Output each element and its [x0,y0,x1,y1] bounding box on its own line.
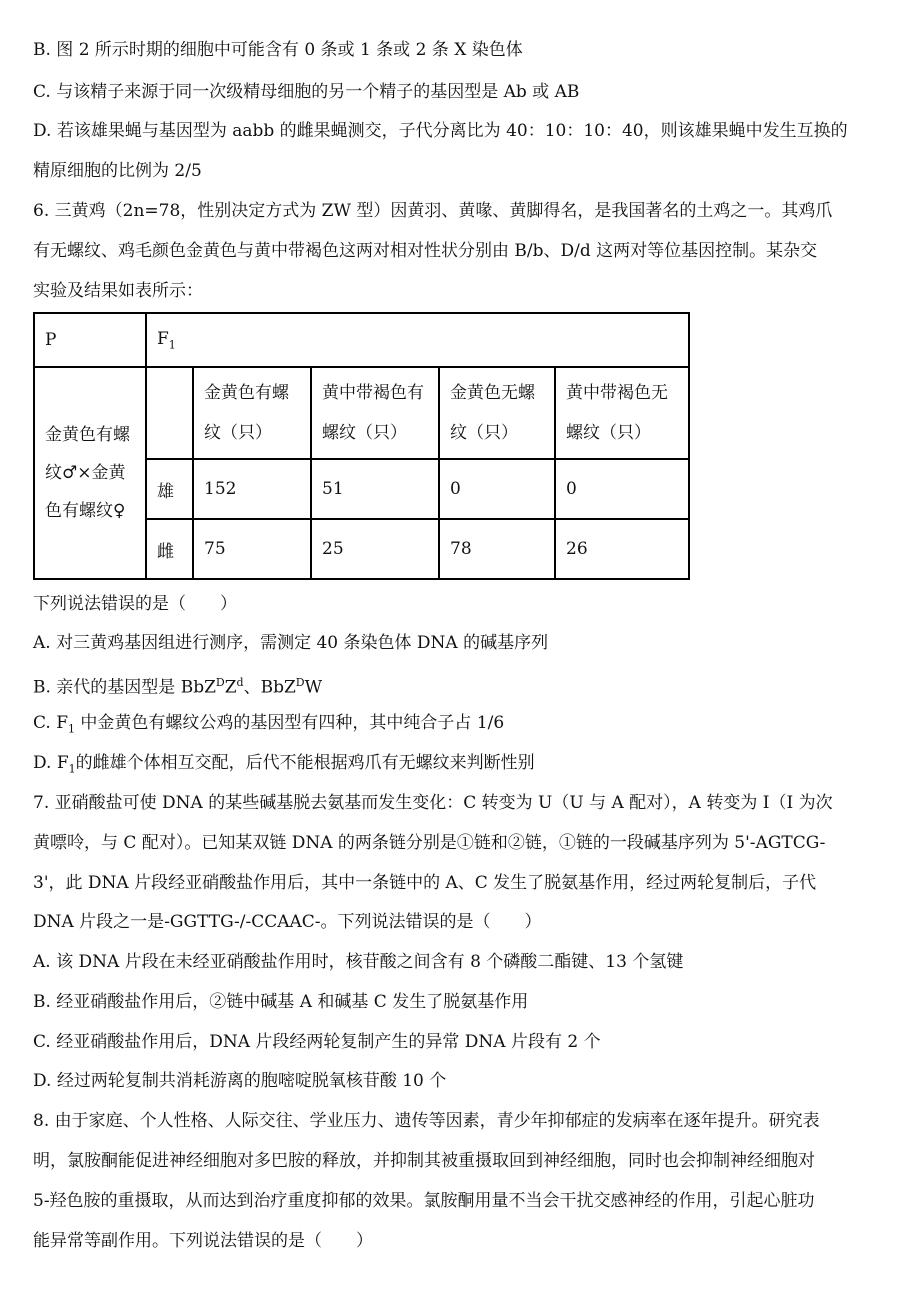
text-line: 黄嘌呤，与 C 配对）。已知某双链 DNA 的两条链分别是①链和②链，①链的一段碱基序列为 5'-AGTCG- [33,833,826,853]
text-line: C. 与该精子来源于同一次级精母细胞的另一个精子的基因型是 Ab 或 AB [33,82,580,102]
text-line: DNA 片段之一是-GGTTG-/-CCAAC-。下列说法错误的是（ ） [33,912,542,932]
option-d: D. $F_1$的雌雄个体相互交配，后代不能根据鸡爪有无螺纹来判断性别 [33,753,535,776]
table-col-header: 金黄色有螺 纹（只） [193,367,311,459]
table-value-cell: 0 [439,459,555,519]
question-8-stem: 8. 由于家庭、个人性格、人际交往、学业压力、遗传等因素，青少年抑郁症的发病率在逐年提升。研究表 [33,1111,820,1131]
question-6-stem: 6. 三黄鸡（2n=78，性别决定方式为 ZW 型）因黄羽、黄喙、黄脚得名，是我国著名的土鸡之一。其鸡爪 [33,201,833,221]
question-7-stem: 7. 亚硝酸盐可使 DNA 的某些碱基脱去氨基而发生变化：C 转变为 U（U 与 A 配对），A 转变为 I（I 为次 [33,793,833,813]
table-header-p: P [34,313,146,367]
table-col-header: 黄中带褐色无 螺纹（只） [555,367,689,459]
table-value-cell: 25 [311,519,439,579]
table-empty-cell [146,367,193,459]
table-value-cell: 78 [439,519,555,579]
text-line: D. 若该雄果蝇与基因型为 aabb 的雌果蝇测交，子代分离比为 40：10：10：40，则该雄果蝇中发生互换的 [33,121,848,141]
cross-result-table [33,312,690,580]
table-value-cell: 75 [193,519,311,579]
table-sex-cell: 雌 [146,519,193,579]
table-col-header: 金黄色无螺 纹（只） [439,367,555,459]
table-value-cell: 26 [555,519,689,579]
text-line: 明，氯胺酮能促进神经细胞对多巴胺的释放，并抑制其被重摄取回到神经细胞，同时也会抑制神经细胞对 [33,1151,815,1171]
text-line: 下列说法错误的是（ ） [33,594,237,614]
text-line: B. 图 2 所示时期的细胞中可能含有 0 条或 1 条或 2 条 X 染色体 [33,40,523,60]
option-b: B. 经亚硝酸盐作用后，②链中碱基 A 和碱基 C 发生了脱氨基作用 [33,992,529,1012]
table-col-header: 黄中带褐色有 螺纹（只） [311,367,439,459]
option-a: A. 该 DNA 片段在未经亚硝酸盐作用时，核苷酸之间含有 8 个磷酸二酯键、13 个氢键 [33,952,684,972]
option-a: A. 对三黄鸡基因组进行测序，需测定 40 条染色体 DNA 的碱基序列 [33,633,549,653]
table-sex-cell: 雄 [146,459,193,519]
option-b: B. 亲代的基因型是 $BbZ^DZ^d$、BbZ$^D$W [33,676,323,698]
option-c: C. $F_1$ 中金黄色有螺纹公鸡的基因型有四种，其中纯合子占 1/6 [33,713,505,736]
text-line: 有无螺纹、鸡毛颜色金黄色与黄中带褐色这两对相对性状分别由 B/b、D/d 这两对等位基因控制。某杂交 [33,241,818,261]
table-value-cell: 51 [311,459,439,519]
text-line: 实验及结果如表所示： [33,281,203,301]
text-line: 3'，此 DNA 片段经亚硝酸盐作用后，其中一条链中的 A、C 发生了脱氨基作用，经过两轮复制后，子代 [33,873,817,893]
table-value-cell: 0 [555,459,689,519]
option-c: C. 经亚硝酸盐作用后，DNA 片段经两轮复制产生的异常 DNA 片段有 2 个 [33,1032,601,1052]
table-value-cell: 152 [193,459,311,519]
text-line: 5-羟色胺的重摄取，从而达到治疗重度抑郁的效果。氯胺酮用量不当会干扰交感神经的作用，引起心脏功 [33,1191,815,1211]
table-parent-cell: 金黄色有螺 纹♂×金黄 色有螺纹♀ [34,367,146,579]
option-d: D. 经过两轮复制共消耗游离的胞嘧啶脱氧核苷酸 10 个 [33,1071,447,1091]
text-line: 能异常等副作用。下列说法错误的是（ ） [33,1231,373,1251]
text-line: 精原细胞的比例为 2/5 [33,161,202,181]
table-header-f1: $F_1$ [146,313,689,367]
